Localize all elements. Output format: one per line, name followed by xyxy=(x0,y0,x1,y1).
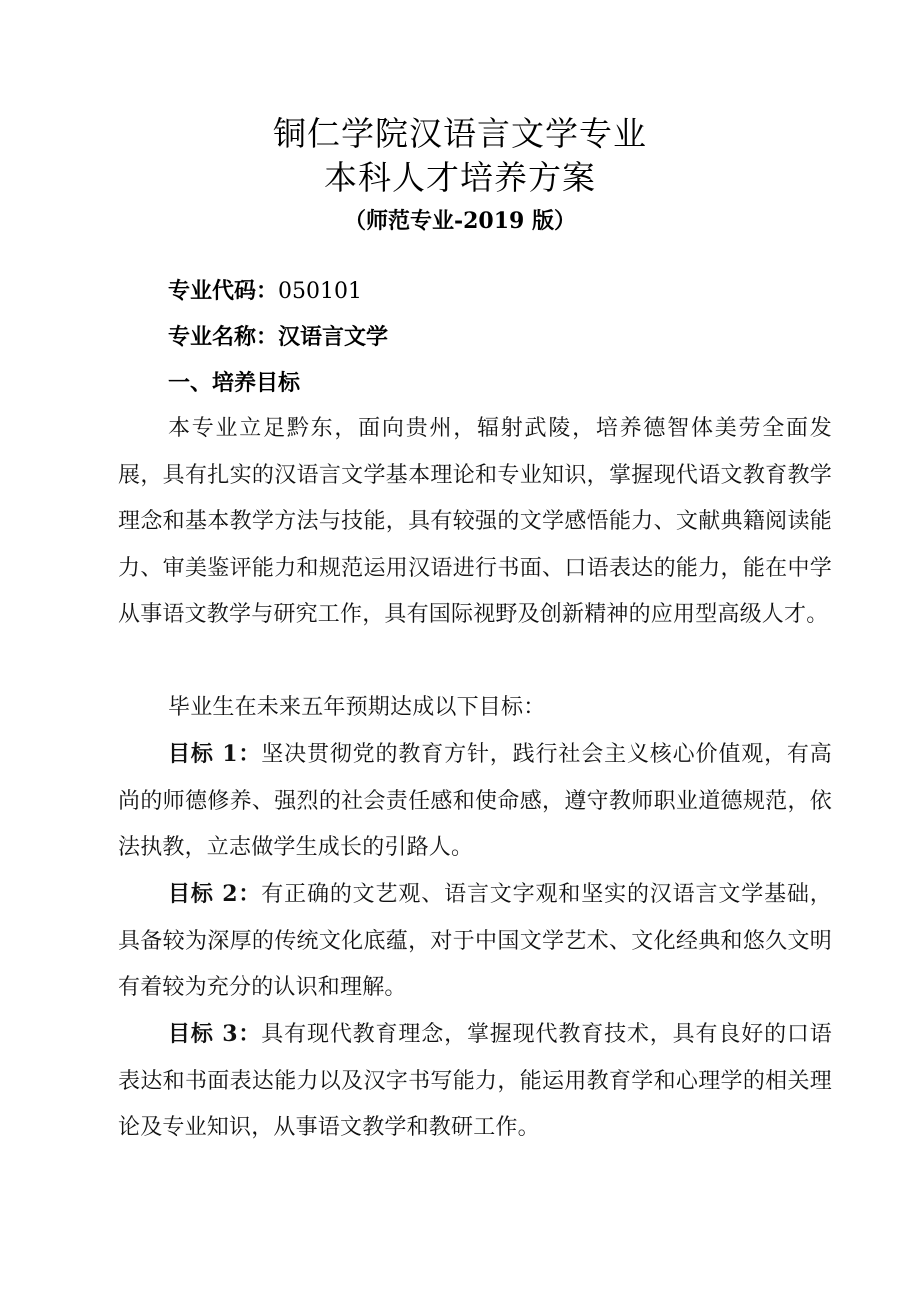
major-code-label: 专业代码： xyxy=(168,278,279,304)
goal-paragraph-2 xyxy=(118,871,832,1012)
major-name-value: 汉语言文学 xyxy=(278,324,389,350)
intro-paragraph: 本专业立足黔东，面向贵州，辐射武陵，培养德智体美劳全面发展，具有扎实的汉语言文学基本理论和专业知识，掌握现代语文教育教学理念和基本教学方法与技能，具有较强的文学感悟能力、文献典籍阅读能力、审美鉴评能力和规范运用汉语进行书面、口语表达的能力，能在中学从事语文教学与研究工作，具有国际视野及创新精神的应用型高级人才。 xyxy=(118,416,832,627)
goal-paragraph-3 xyxy=(118,1011,832,1152)
goal-text-2: 有正确的文艺观、语言文字观和坚实的汉语言文学基础，具备较为深厚的传统文化底蕴，对于中国文学艺术、文化经典和悠久文明有着较为充分的认识和理解。 xyxy=(118,882,832,1000)
goal-label-2: 目标 2： xyxy=(168,881,262,907)
major-code-field xyxy=(168,276,362,307)
document-title-line2: 本科人才培养方案 xyxy=(324,158,596,197)
major-code-value: 050101 xyxy=(278,279,362,304)
goal-text-3: 具有现代教育理念，掌握现代教育技术，具有良好的口语表达和书面表达能力以及汉字书写能力，能运用教育学和心理学的相关理论及专业知识，从事语文教学和教研工作。 xyxy=(118,1022,832,1140)
document-title-line1: 铜仁学院汉语言文学专业 xyxy=(273,114,647,153)
goals-lead-paragraph: 毕业生在未来五年预期达成以下目标： xyxy=(168,695,546,720)
goal-paragraph-1 xyxy=(118,731,832,872)
goal-text-1: 坚决贯彻党的教育方针，践行社会主义核心价值观，有高尚的师德修养、强烈的社会责任感和使命感，遵守教师职业道德规范，依法执教，立志做学生成长的引路人。 xyxy=(118,742,832,860)
document-subtitle: （师范专业-2019 版） xyxy=(343,208,577,234)
title-block xyxy=(0,112,920,238)
goal-label-1: 目标 1： xyxy=(168,741,262,767)
goal-label-3: 目标 3： xyxy=(168,1021,262,1047)
section-heading-goals: 一、培养目标 xyxy=(168,370,301,396)
major-name-label: 专业名称： xyxy=(168,324,279,350)
major-name-field xyxy=(168,322,388,353)
